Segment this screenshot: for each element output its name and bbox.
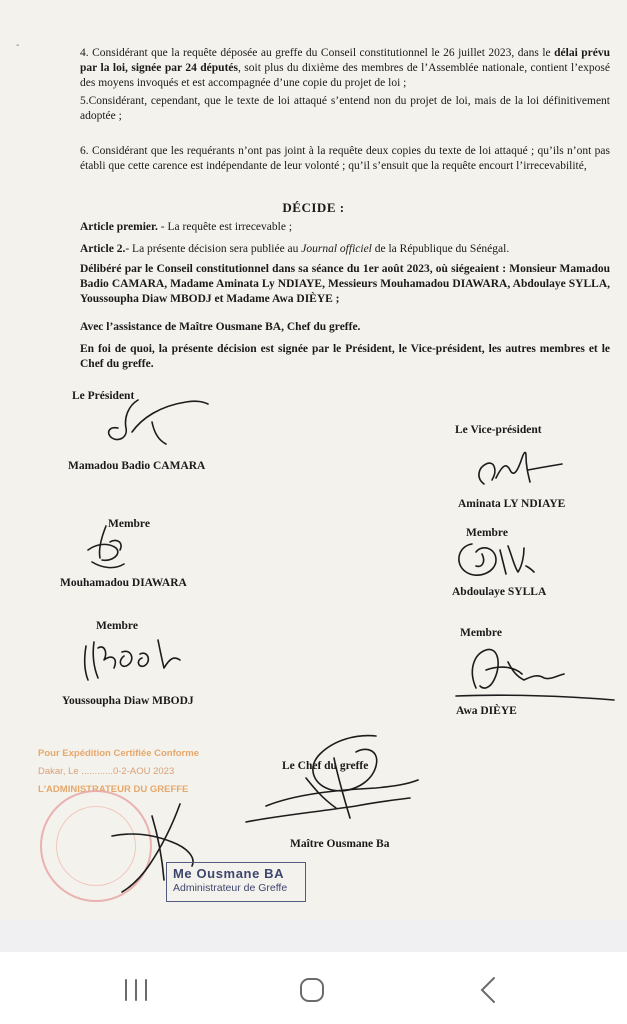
deliberation-paragraph: Délibéré par le Conseil constitutionnel dans sa séance du 1er août 2023, où siégeaient : Monsieur Mamadou Badio CAMARA, Madame Aminata Ly NDIAYE, Messieurs Mouhamadou DIAWARA, Abdoulaye SYLLA, Youssoupha Diaw MBODJ et Madame Awa DIÈYE ; (80, 263, 610, 305)
foi-paragraph: En foi de quoi, la présente décision est signée par le Président, le Vice-président, les autres membres et le Chef du greffe. (80, 343, 610, 370)
expedition-stamp-line1: Pour Expédition Certifiée Conforme (38, 748, 199, 759)
greffe-role: Le Chef du greffe (282, 760, 369, 772)
president-signature (68, 392, 218, 452)
president-role: Le Président (72, 390, 135, 402)
article-1: Article premier. - La requête est irrecevable ; (80, 221, 293, 233)
greffe-name: Maître Ousmane Ba (290, 838, 390, 850)
member-mbodj-role: Membre (96, 620, 138, 632)
corner-mark: - (16, 40, 20, 51)
member-dieye-role: Membre (460, 627, 502, 639)
member-dieye-name: Awa DIÈYE (456, 705, 517, 717)
administrator-name: Me Ousmane BA (173, 866, 285, 881)
vice-president-name: Aminata LY NDIAYE (458, 498, 566, 510)
member-sylla-name: Abdoulaye SYLLA (452, 586, 547, 598)
vice-president-signature (466, 440, 576, 496)
paragraph-4: 4. Considérant que la requête déposée au greffe du Conseil constitutionnel le 26 juillet 2023, dans le délai prévu par la loi, signée par 24 députés, soit plus du dixième des membres de l’Assemblée nationale, contient l’exposé des moyens invoqués et est accompagnée d’une copie du projet de loi ; (80, 47, 610, 89)
member-diawara-signature (80, 520, 150, 580)
member-sylla-signature (452, 536, 542, 586)
expedition-stamp-line3: L'ADMINISTRATEUR DU GREFFE (38, 784, 189, 795)
expedition-stamp-line2: Dakar, Le ............0-2-AOU 2023 (38, 766, 175, 777)
member-diawara-role: Membre (108, 518, 150, 530)
member-mbodj-name: Youssoupha Diaw MBODJ (62, 695, 194, 707)
member-mbodj-signature (74, 628, 194, 686)
paragraph-5: 5.Considérant, cependant, que le texte de loi attaqué s’entend non du projet de loi, mais de la loi définitivement adoptée ; (80, 95, 610, 122)
home-icon[interactable] (282, 972, 342, 1008)
viewer-gap (0, 920, 627, 952)
president-name: Mamadou Badio CAMARA (68, 460, 206, 472)
assistance-paragraph: Avec l’assistance de Maître Ousmane BA, Chef du greffe. (80, 321, 361, 333)
android-navigation-bar (0, 952, 627, 1024)
administrator-stamp (166, 862, 306, 902)
article-2: Article 2.- La présente décision sera publiée au Journal officiel de la République du Sénégal. (80, 243, 510, 255)
back-icon[interactable] (458, 972, 518, 1008)
member-dieye-signature (446, 640, 616, 704)
member-sylla-role: Membre (466, 527, 508, 539)
greffe-signature (226, 728, 426, 838)
vice-president-role: Le Vice-président (455, 424, 542, 436)
recents-icon[interactable] (106, 972, 166, 1008)
administrator-title: Administrateur de Greffe (173, 882, 288, 894)
member-diawara-name: Mouhamadou DIAWARA (60, 577, 187, 589)
decide-heading: DÉCIDE : (282, 200, 345, 215)
paragraph-6: 6. Considérant que les requérants n’ont pas joint à la requête deux copies du texte de loi attaqué ; qu’ils n’ont pas établi que cette carence est indépendante de leur volonté ; qu’il s’ensuit que la requête encourt l’irrecevabilité, (80, 145, 610, 172)
